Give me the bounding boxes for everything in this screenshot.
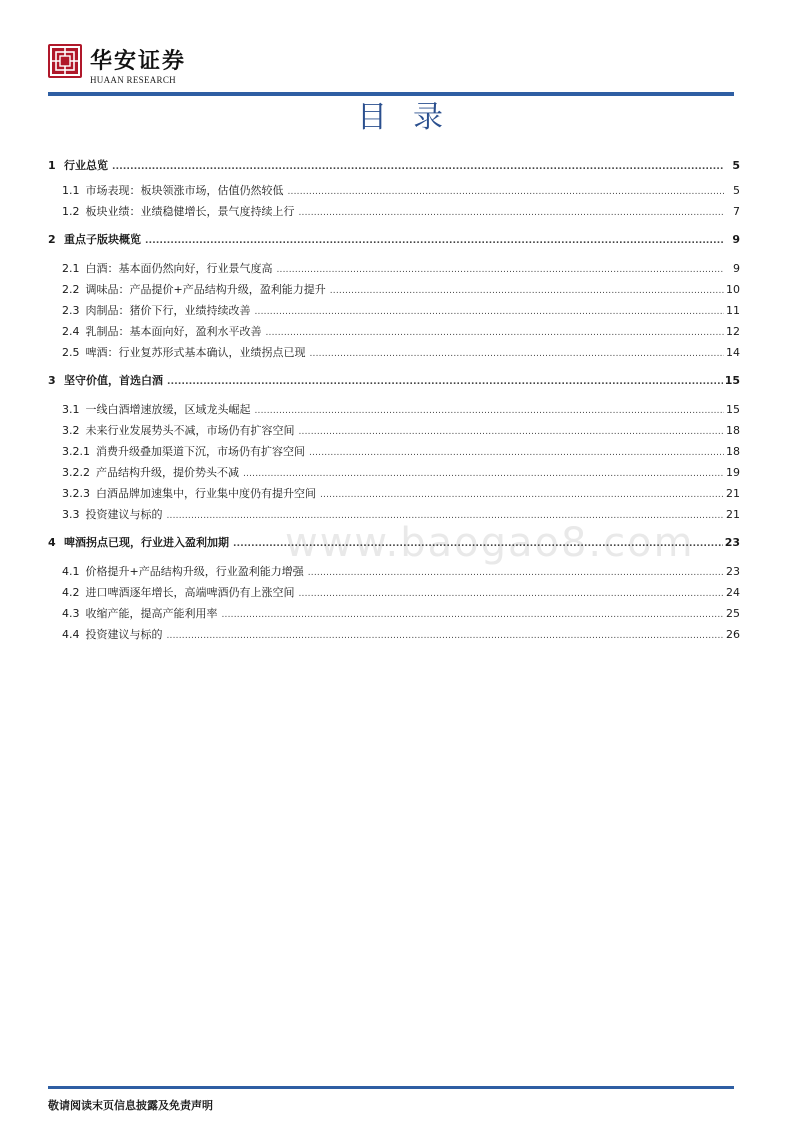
toc-entry-page: 11 [726,304,740,317]
toc-entry-title: 投资建议与标的 [85,628,163,641]
page-title: 目录 [357,100,469,135]
toc-entry-page: 12 [726,325,740,338]
toc-dot-leader [310,344,725,364]
company-logo [48,44,258,90]
toc-dot-leader [243,464,724,484]
toc-entry-page: 26 [726,628,740,641]
toc-entry-page: 14 [726,346,740,359]
toc-entry-page: 9 [733,262,740,275]
toc-entry-title: 投资建议与标的 [85,508,163,521]
seal-icon [48,44,82,78]
toc-entry[interactable] [62,301,740,321]
toc-entry[interactable] [62,604,740,624]
toc-dot-leader [299,584,725,604]
toc-entry-title: 产品结构升级，提价势头不减 [96,466,239,479]
toc-entry-number: 4.1 [62,565,80,578]
toc-entry-number: 3.2.2 [62,466,90,479]
toc-dot-leader [222,605,725,625]
header-rule [48,92,734,96]
toc-dot-leader [255,401,725,421]
toc-entry[interactable] [62,400,740,420]
toc-entry-number: 1.2 [62,205,80,218]
toc-entry-number: 1.1 [62,184,80,197]
toc-entry[interactable] [48,371,740,391]
toc-entry[interactable] [62,505,740,525]
toc-entry[interactable] [62,322,740,342]
toc-entry-page: 15 [724,374,740,387]
toc-entry[interactable] [62,562,740,582]
toc-dot-leader [320,485,724,505]
toc-entry-page: 24 [726,586,740,599]
toc-entry-title: 收缩产能，提高产能利用率 [85,607,218,620]
toc-entry-page: 25 [726,607,740,620]
toc-dot-leader [288,182,725,202]
toc-entry[interactable] [48,230,740,250]
toc-entry-page: 23 [724,536,740,549]
toc-entry-number: 2.5 [62,346,80,359]
toc-dot-leader [266,323,725,343]
toc-entry-title: 一线白酒增速放缓，区域龙头崛起 [85,403,251,416]
toc-entry-page: 15 [726,403,740,416]
toc-entry[interactable] [62,484,740,504]
toc-entry-title: 价格提升+产品结构升级，行业盈利能力增强 [85,565,304,578]
toc-entry-title: 消费升级叠加渠道下沉，市场仍有扩容空间 [96,445,305,458]
toc-entry-page: 18 [726,424,740,437]
toc-entry-number: 2.2 [62,283,80,296]
company-name-en: HUAAN RESEARCH [90,75,176,85]
toc-entry[interactable] [62,421,740,441]
toc-dot-leader [233,534,723,554]
toc-entry-title: 坚守价值，首选白酒 [64,374,163,387]
toc-entry-title: 调味品：产品提价+产品结构升级，盈利能力提升 [85,283,326,296]
toc-entry-number: 3.2.1 [62,445,90,458]
toc-entry-page: 9 [732,233,740,246]
toc-dot-leader [112,157,724,177]
toc-entry-number: 3 [48,374,56,387]
toc-entry-number: 2.3 [62,304,80,317]
toc-entry-title: 未来行业发展势头不减，市场仍有扩容空间 [85,424,295,437]
toc-entry-title: 乳制品：基本面向好，盈利水平改善 [85,325,262,338]
toc-dot-leader [299,422,725,442]
toc-entry-number: 2 [48,233,56,246]
watermark: www.baogao8.com [285,520,695,566]
toc-entry-number: 3.1 [62,403,80,416]
toc-entry[interactable] [62,463,740,483]
toc-entry-title: 啤酒：行业复苏形式基本确认，业绩拐点已现 [85,346,306,359]
toc-entry[interactable] [62,442,740,462]
toc-dot-leader [277,260,725,280]
toc-dot-leader [330,281,724,301]
toc-entry-page: 23 [726,565,740,578]
company-name-cn: 华安证券 [90,48,187,74]
toc-entry[interactable] [62,181,740,201]
toc-dot-leader [167,626,725,646]
toc-entry-page: 18 [726,445,740,458]
toc-entry-title: 白酒：基本面仍然向好，行业景气度高 [85,262,273,275]
footer-disclaimer: 敬请阅读末页信息披露及免责声明 [48,1099,213,1112]
toc-entry-title: 行业总览 [64,159,108,172]
toc-entry[interactable] [62,259,740,279]
toc-entry-page: 21 [726,508,740,521]
toc-entry-number: 4 [48,536,56,549]
toc-entry-number: 4.3 [62,607,80,620]
toc-entry-page: 19 [726,466,740,479]
toc-entry[interactable] [48,533,740,553]
toc-entry-title: 啤酒拐点已现，行业进入盈利加期 [64,536,229,549]
toc-entry-page: 21 [726,487,740,500]
toc-entry[interactable] [48,156,740,176]
toc-dot-leader [309,443,724,463]
toc-entry-number: 4.2 [62,586,80,599]
toc-entry-page: 7 [733,205,740,218]
toc-dot-leader [299,203,725,223]
toc-entry[interactable] [62,343,740,363]
toc-entry-title: 重点子版块概览 [64,233,141,246]
toc-dot-leader [255,302,725,322]
toc-entry-number: 3.2.3 [62,487,90,500]
toc-entry-title: 板块业绩：业绩稳健增长，景气度持续上行 [85,205,295,218]
toc-dot-leader [308,563,724,583]
toc-entry-number: 2.1 [62,262,80,275]
toc-entry-page: 5 [732,159,740,172]
toc-dot-leader [167,372,723,392]
toc-entry-number: 3.3 [62,508,80,521]
toc-entry-page: 10 [726,283,740,296]
toc-dot-leader [145,231,724,251]
toc-entry-page: 5 [733,184,740,197]
toc-entry-title: 进口啤酒逐年增长，高端啤酒仍有上涨空间 [85,586,295,599]
toc-entry[interactable] [62,280,740,300]
toc-dot-leader [167,506,725,526]
toc-entry-title: 白酒品牌加速集中，行业集中度仍有提升空间 [96,487,316,500]
toc-entry-title: 市场表现：板块领涨市场，估值仍然较低 [85,184,284,197]
toc-entry-number: 2.4 [62,325,80,338]
toc-entry[interactable] [62,583,740,603]
toc-entry[interactable] [62,202,740,222]
toc-entry-number: 4.4 [62,628,80,641]
toc-entry-number: 3.2 [62,424,80,437]
toc-entry-number: 1 [48,159,56,172]
toc-entry-title: 肉制品：猪价下行，业绩持续改善 [85,304,251,317]
toc-entry[interactable] [62,625,740,645]
footer-rule [48,1086,734,1089]
